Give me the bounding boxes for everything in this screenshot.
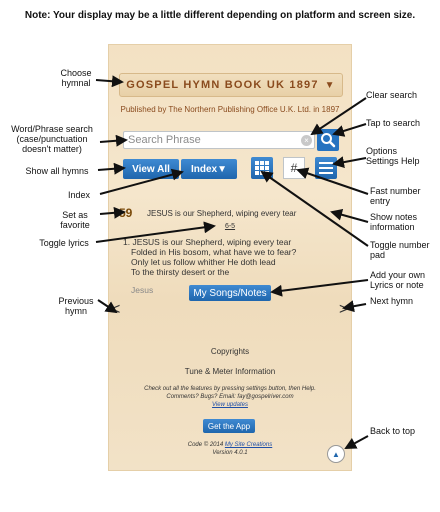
annotation-choose-hymnal: Choose hymnal bbox=[60, 68, 92, 88]
help-text-line: Check out all the features by pressing settings button, then Help. bbox=[144, 386, 316, 392]
next-hymn-button[interactable]: > bbox=[339, 301, 349, 318]
search-input[interactable]: Search Phrase bbox=[123, 131, 315, 149]
copyrights-link[interactable]: Copyrights bbox=[210, 347, 250, 356]
back-to-top-button[interactable]: ▲ bbox=[327, 445, 345, 463]
version-text: Version 4.0.1 bbox=[212, 450, 248, 456]
my-songs-button[interactable]: My Songs/Notes bbox=[189, 285, 271, 301]
annotation-add-lyrics: Add your own Lyrics or note bbox=[370, 270, 426, 290]
annotation-options: Options Settings Help bbox=[366, 146, 420, 166]
lyric-line: Only let us follow whither He doth lead bbox=[131, 257, 276, 267]
annotation-set-favorite: Set as favorite bbox=[60, 210, 90, 230]
tune-meter-link[interactable]: Tune & Meter Information bbox=[184, 367, 276, 376]
hymn-meter[interactable]: 6-5 bbox=[224, 223, 236, 230]
help-text-line: Comments? Bugs? Email: fay@gospelriver.com bbox=[166, 394, 294, 400]
get-app-button[interactable]: Get the App bbox=[203, 419, 255, 433]
annotation-index: Index bbox=[67, 190, 91, 200]
view-updates-link[interactable]: View updates bbox=[212, 402, 248, 408]
lyric-line: 1. JESUS is our Shepherd, wiping every tear bbox=[123, 237, 292, 247]
hymnal-title: GOSPEL HYMN BOOK UK 1897 bbox=[126, 79, 319, 91]
annotation-tap-to-search: Tap to search bbox=[366, 118, 421, 128]
display-note: Note: Your display may be a little different depending on platform and screen size. bbox=[24, 10, 416, 21]
annotation-next-hymn: Next hymn bbox=[370, 296, 414, 306]
annotation-toggle-lyrics: Toggle lyrics bbox=[39, 238, 89, 248]
publisher-text: Published by The Northern Publishing Office U.K. Ltd. in 1897 bbox=[120, 105, 340, 114]
clear-search-icon[interactable]: × bbox=[301, 135, 312, 146]
annotation-back-to-top: Back to top bbox=[370, 426, 416, 436]
code-prefix: Code © 2014 bbox=[187, 442, 224, 448]
annotation-previous-hymn: Previous hymn bbox=[58, 296, 94, 316]
favorite-toggle[interactable]: 59 bbox=[119, 206, 133, 220]
annotation-toggle-pad: Toggle number pad bbox=[370, 240, 430, 260]
index-button[interactable]: Index▼ bbox=[181, 159, 237, 179]
annotation-show-all: Show all hymns bbox=[25, 166, 89, 176]
fast-number-entry-button[interactable]: # bbox=[283, 157, 305, 179]
lyric-line: Folded in His bosom, what have we to fear? bbox=[131, 247, 297, 257]
annotation-clear-search: Clear search bbox=[366, 90, 418, 100]
site-creations-link[interactable]: My Site Creations bbox=[224, 442, 273, 448]
lyric-line: To the thirsty desert or the bbox=[131, 267, 230, 277]
hymn-title[interactable]: JESUS is our Shepherd, wiping every tear bbox=[147, 208, 297, 218]
notes-chevron-icon[interactable]: ▼ bbox=[333, 208, 341, 218]
previous-hymn-button[interactable]: < bbox=[111, 301, 121, 318]
view-all-button[interactable]: View All bbox=[123, 159, 179, 179]
annotation-show-notes: Show notes information bbox=[370, 212, 418, 232]
annotation-word-search: Word/Phrase search (case/punctuation doesn't matter) bbox=[11, 124, 93, 154]
annotation-fast-number: Fast number entry bbox=[370, 186, 421, 206]
chevron-down-icon: ▼ bbox=[324, 79, 336, 91]
lyric-line: Jesus bbox=[131, 285, 154, 295]
